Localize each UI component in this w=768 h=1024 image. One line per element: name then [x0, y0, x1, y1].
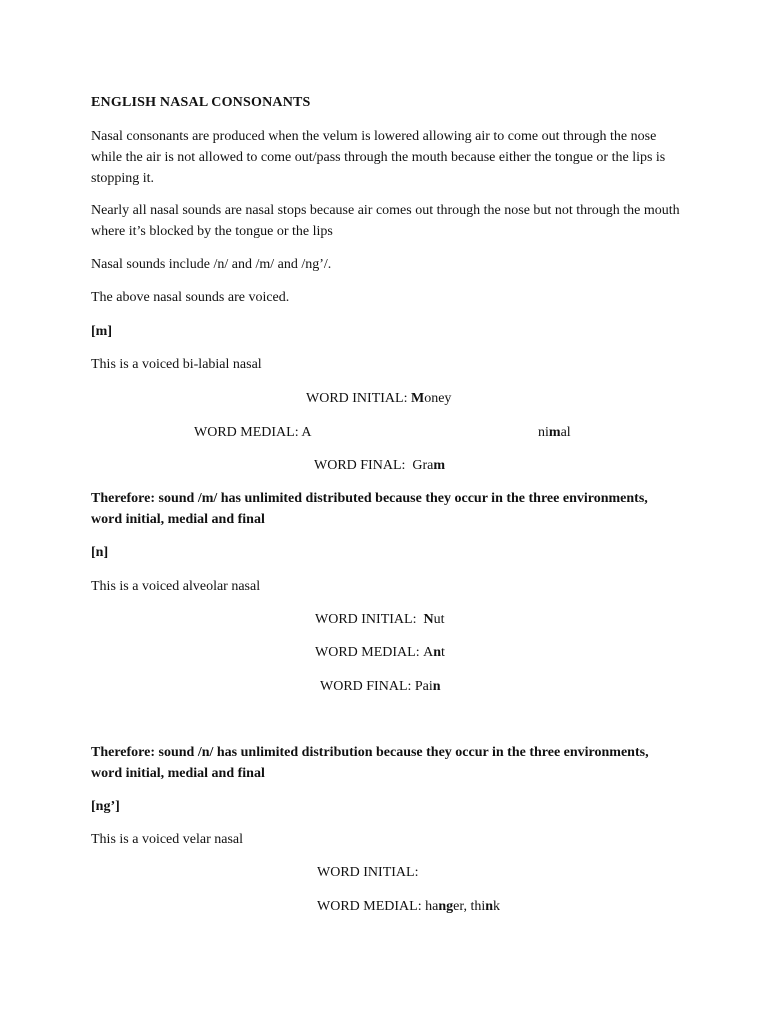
ng-word-medial [317, 896, 500, 917]
n-initial-bold: N [423, 612, 434, 627]
intro-paragraph-3: Nasal sounds include /n/ and /m/ and /ng’/. [91, 257, 332, 272]
n-medial-label: WORD MEDIAL: [315, 645, 420, 660]
m-initial-bold: M [410, 391, 425, 406]
m-heading: [m] [91, 324, 112, 339]
n-description: This is a voiced alveolar nasal [91, 579, 261, 594]
ng-medial-w2-pre: thi [470, 899, 486, 914]
ng-description: This is a voiced velar nasal [91, 832, 244, 847]
m-medial-bold: m [548, 425, 561, 440]
m-initial-rest: oney [424, 391, 452, 406]
ng-medial-w1-rest: er, [453, 899, 467, 914]
m-conclusion: Therefore: sound /m/ has unlimited distributed because they occur in the three environments, word initial, medial and final [91, 491, 648, 527]
n-heading: [n] [91, 545, 109, 560]
document-title: ENGLISH NASAL CONSONANTS [91, 95, 311, 110]
ng-word-initial-label: WORD INITIAL: [317, 865, 419, 880]
ng-medial-w1-bold: ng [438, 899, 454, 914]
n-word-final [320, 676, 441, 697]
m-description: This is a voiced bi-labial nasal [91, 357, 262, 372]
m-final-bold: m [433, 458, 446, 473]
n-medial-rest: t [441, 645, 445, 660]
m-word-final [314, 455, 445, 476]
n-initial-rest: ut [433, 612, 445, 627]
n-final-label: WORD FINAL: [320, 679, 412, 694]
m-word-initial [306, 388, 451, 409]
n-conclusion: Therefore: sound /n/ has unlimited distribution because they occur in the three environments, word initial, medial and final [91, 745, 649, 781]
m-initial-label: WORD INITIAL: [306, 391, 408, 406]
n-final-pre: Pai [414, 679, 433, 694]
m-medial-pre: ni [538, 425, 549, 440]
n-word-medial [315, 642, 445, 663]
ng-medial-w2-bold: n [485, 899, 494, 914]
m-word-medial-label: WORD MEDIAL: A [194, 425, 312, 440]
intro-paragraph-2: Nearly all nasal sounds are nasal stops because air comes out through the nose but not through the mouth where it’s blocked by the tongue or the lips [91, 203, 680, 239]
intro-paragraph-4: The above nasal sounds are voiced. [91, 290, 290, 305]
ng-medial-w1-pre: ha [425, 899, 439, 914]
ng-medial-label: WORD MEDIAL: [317, 899, 422, 914]
intro-paragraph-1: Nasal consonants are produced when the velum is lowered allowing air to come out through the nose while the air is not allowed to come out/pass through the mouth because either the tongue or the lips is stopping it. [91, 129, 666, 186]
n-initial-label: WORD INITIAL: [315, 612, 417, 627]
n-medial-bold: n [433, 645, 442, 660]
m-medial-rest: al [560, 425, 571, 440]
ng-medial-w2-rest: k [493, 899, 501, 914]
ng-heading: [ng’] [91, 799, 120, 814]
n-word-initial [315, 609, 445, 630]
m-final-pre: Gra [412, 458, 434, 473]
n-medial-pre: A [423, 645, 434, 660]
n-final-bold: n [432, 679, 441, 694]
m-final-label: WORD FINAL: [314, 458, 406, 473]
m-word-medial-tail [538, 422, 571, 443]
